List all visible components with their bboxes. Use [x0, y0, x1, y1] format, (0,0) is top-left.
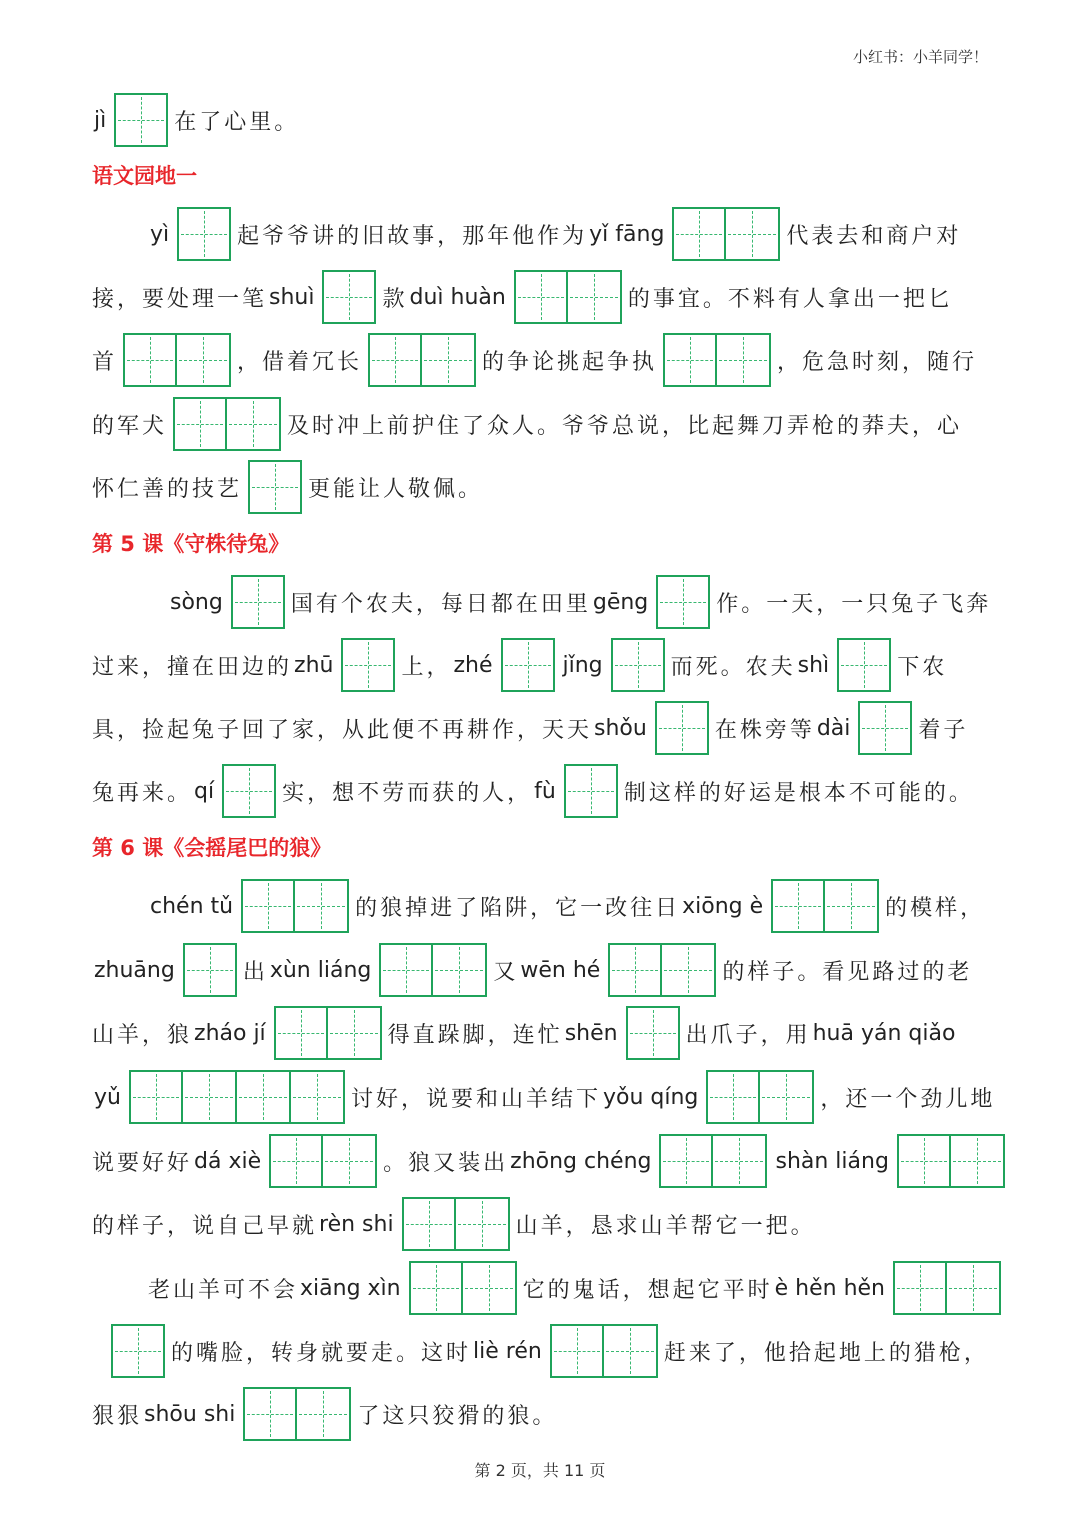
passage-text: 的军犬	[92, 413, 168, 439]
pinyin-prompt: yì	[150, 221, 170, 247]
grid-cell	[672, 207, 726, 261]
pinyin-prompt: xiōng è	[682, 893, 764, 919]
text-line	[92, 396, 962, 452]
grid-cell	[297, 1387, 351, 1441]
text-line	[92, 1133, 1011, 1189]
passage-text: 的嘴脸，转身就要走。这时	[171, 1340, 472, 1366]
writing-box	[611, 638, 665, 692]
grid-cell	[858, 701, 912, 755]
text-line	[148, 878, 985, 934]
passage-text: 的争论挑起争执	[482, 349, 658, 375]
grid-cell	[771, 879, 825, 933]
grid-cell	[897, 1134, 951, 1188]
writing-box	[550, 1324, 658, 1378]
grid-cell	[269, 1134, 323, 1188]
writing-box	[897, 1134, 1005, 1188]
passage-text: 而死。农夫	[670, 654, 796, 680]
writing-box	[655, 701, 709, 755]
grid-cell	[825, 879, 879, 933]
writing-box	[501, 638, 555, 692]
grid-cell	[241, 879, 295, 933]
passage-text: 首	[92, 349, 118, 375]
grid-cell	[514, 270, 568, 324]
writing-box	[409, 1261, 517, 1315]
passage-text: 的样子，说自己早就	[92, 1213, 318, 1239]
writing-box	[663, 333, 771, 387]
pinyin-prompt: sòng	[170, 589, 223, 615]
writing-box	[402, 1197, 510, 1251]
writing-box	[659, 1134, 767, 1188]
grid-cell	[656, 575, 710, 629]
passage-text: 作。一天，一只兔子飞奔	[716, 591, 992, 617]
passage-text: 怀仁善的技艺	[92, 476, 243, 502]
pinyin-prompt: shōu shi	[144, 1401, 236, 1427]
grid-cell	[177, 207, 231, 261]
pinyin-prompt: shēn	[564, 1020, 618, 1046]
text-line	[92, 1196, 816, 1252]
passage-text: 了这只狡猾的狼。	[357, 1403, 558, 1429]
writing-box	[368, 333, 476, 387]
writing-box	[672, 207, 780, 261]
pinyin-prompt: fù	[534, 778, 556, 804]
section-heading: 语文园地一	[92, 164, 197, 188]
pinyin-prompt: huā yán qiǎo	[812, 1020, 956, 1046]
grid-cell	[663, 333, 717, 387]
text-line	[92, 1005, 957, 1061]
passage-text: 过来，撞在田边的	[92, 654, 293, 680]
passage-text: 及时冲上前护住了众人。爷爷总说，比起舞刀弄枪的莽夫，心	[287, 413, 963, 439]
grid-cell	[422, 333, 476, 387]
grid-cell	[604, 1324, 658, 1378]
grid-cell	[726, 207, 780, 261]
watermark: 小红书：小羊同学！	[852, 48, 988, 66]
grid-cell	[123, 333, 177, 387]
pinyin-prompt: yǒu qíng	[602, 1084, 699, 1110]
grid-cell	[114, 93, 168, 147]
grid-cell	[626, 1006, 680, 1060]
grid-cell	[501, 638, 555, 692]
passage-text: 的样子。看见路过的老	[722, 959, 973, 985]
grid-cell	[322, 270, 376, 324]
writing-box	[341, 638, 395, 692]
grid-cell	[368, 333, 422, 387]
grid-cell	[713, 1134, 767, 1188]
passage-text: 山羊，狼	[92, 1022, 193, 1048]
page-number: 第 2 页，共 11 页	[474, 1461, 606, 1480]
passage-text: 。狼又装出	[383, 1150, 509, 1176]
writing-box	[111, 1324, 165, 1378]
text-line	[168, 574, 991, 630]
grid-cell	[183, 1070, 237, 1124]
passage-text: 狠狠	[92, 1403, 143, 1429]
grid-cell	[291, 1070, 345, 1124]
passage-text: 起爷爷讲的旧故事，那年他作为	[237, 223, 588, 249]
grid-cell	[111, 1324, 165, 1378]
grid-cell	[893, 1261, 947, 1315]
text-line	[92, 459, 483, 515]
grid-cell	[568, 270, 622, 324]
writing-box	[114, 93, 168, 147]
text-line	[92, 1069, 995, 1125]
pinyin-prompt: liè rén	[473, 1338, 542, 1364]
grid-cell	[659, 1134, 713, 1188]
text-line	[92, 332, 977, 388]
writing-box	[241, 879, 349, 933]
pinyin-prompt: rèn shi	[319, 1211, 394, 1237]
passage-text: 出	[242, 959, 268, 985]
grid-cell	[611, 638, 665, 692]
writing-box	[608, 943, 716, 997]
pinyin-prompt: qí	[194, 778, 215, 804]
grid-cell	[564, 764, 618, 818]
writing-box	[893, 1261, 1001, 1315]
passage-text: 制这样的好运是根本不可能的。	[623, 780, 974, 806]
text-line	[92, 700, 968, 756]
passage-text: ，危急时刻，随行	[777, 349, 978, 375]
passage-text: 下农	[897, 654, 948, 680]
passage-text: 兔再来。	[92, 780, 193, 806]
pinyin-prompt: shǒu	[594, 715, 647, 741]
grid-cell	[760, 1070, 814, 1124]
writing-box	[656, 575, 710, 629]
passage-text: 具，捡起兔子回了家，从此便不再耕作，天天	[92, 717, 593, 743]
text-line	[92, 269, 953, 325]
pinyin-prompt: xùn liáng	[269, 957, 372, 983]
passage-text: 它的鬼话，想起它平时	[522, 1277, 773, 1303]
writing-box	[274, 1006, 382, 1060]
grid-cell	[662, 943, 716, 997]
passage-text: 接，要处理一笔	[92, 286, 268, 312]
passage-text: 的模样，	[885, 895, 986, 921]
passage-text: 实，想不劳而获的人，	[282, 780, 533, 806]
pinyin-prompt: shì	[797, 652, 830, 678]
grid-cell	[323, 1134, 377, 1188]
passage-text: 的狼掉进了陷阱，它一改往日	[355, 895, 681, 921]
grid-cell	[409, 1261, 463, 1315]
pinyin-prompt: xiāng xìn	[300, 1275, 401, 1301]
writing-box	[858, 701, 912, 755]
pinyin-prompt: zhōng chéng	[510, 1148, 652, 1174]
grid-cell	[706, 1070, 760, 1124]
passage-text: 出爪子，用	[685, 1022, 811, 1048]
section-heading: 第 6 课《会摇尾巴的狼》	[92, 836, 332, 860]
grid-cell	[947, 1261, 1001, 1315]
writing-box	[222, 764, 276, 818]
grid-cell	[951, 1134, 1005, 1188]
text-line	[92, 942, 972, 998]
pinyin-prompt: dài	[816, 715, 851, 741]
grid-cell	[379, 943, 433, 997]
text-line	[92, 1386, 557, 1442]
pinyin-prompt: zhuāng	[94, 957, 175, 983]
passage-text: 得直跺脚，连忙	[387, 1022, 563, 1048]
text-line	[148, 206, 961, 262]
pinyin-prompt: jì	[94, 107, 107, 133]
grid-cell	[243, 1387, 297, 1441]
pinyin-prompt: zhé	[453, 652, 493, 678]
passage-text: 上，	[401, 654, 452, 680]
grid-cell	[227, 397, 281, 451]
writing-box	[771, 879, 879, 933]
writing-box	[514, 270, 622, 324]
text-line	[148, 1260, 1007, 1316]
writing-box	[123, 333, 231, 387]
passage-text: ，还一个劲儿地	[820, 1086, 996, 1112]
grid-cell	[177, 333, 231, 387]
writing-box	[379, 943, 487, 997]
grid-cell	[456, 1197, 510, 1251]
pinyin-prompt: duì huàn	[409, 284, 506, 310]
grid-cell	[237, 1070, 291, 1124]
pinyin-prompt: wēn hé	[520, 957, 601, 983]
pinyin-prompt: jǐng	[562, 652, 603, 678]
grid-cell	[550, 1324, 604, 1378]
writing-box	[177, 207, 231, 261]
passage-text: 在株旁等	[714, 717, 815, 743]
pinyin-prompt: zháo jí	[194, 1020, 266, 1046]
pinyin-prompt: shuì	[269, 284, 315, 310]
passage-text: 老山羊可不会	[148, 1277, 299, 1303]
grid-cell	[433, 943, 487, 997]
grid-cell	[341, 638, 395, 692]
passage-text: 代表去和商户对	[786, 223, 962, 249]
pinyin-prompt: è hěn hěn	[774, 1275, 885, 1301]
passage-text: 款	[382, 286, 408, 312]
grid-cell	[655, 701, 709, 755]
text-line	[92, 763, 974, 819]
grid-cell	[328, 1006, 382, 1060]
passage-text: 说要好好	[92, 1150, 193, 1176]
section-heading: 第 5 课《守株待兔》	[92, 532, 290, 556]
passage-text: 在了心里。	[174, 109, 300, 135]
pinyin-prompt: yǐ fāng	[589, 221, 665, 247]
text-line	[92, 92, 299, 148]
passage-text: ，借着冗长	[237, 349, 363, 375]
passage-text: 的事宜。不料有人拿出一把匕	[627, 286, 953, 312]
writing-box	[183, 943, 237, 997]
grid-cell	[173, 397, 227, 451]
writing-box	[243, 1387, 351, 1441]
passage-text: 着子	[918, 717, 969, 743]
passage-text: 更能让人敬佩。	[308, 476, 484, 502]
grid-cell	[463, 1261, 517, 1315]
grid-cell	[183, 943, 237, 997]
grid-cell	[717, 333, 771, 387]
grid-cell	[248, 460, 302, 514]
grid-cell	[295, 879, 349, 933]
passage-text: 赶来了，他拾起地上的猎枪，	[663, 1340, 989, 1366]
text-line	[105, 1323, 989, 1379]
writing-box	[564, 764, 618, 818]
pinyin-prompt: yǔ	[94, 1084, 121, 1110]
writing-box	[837, 638, 891, 692]
writing-box	[173, 397, 281, 451]
writing-box	[129, 1070, 345, 1124]
writing-box	[269, 1134, 377, 1188]
grid-cell	[402, 1197, 456, 1251]
pinyin-prompt: dá xiè	[194, 1148, 262, 1174]
passage-text: 国有个农夫，每日都在田里	[290, 591, 591, 617]
grid-cell	[837, 638, 891, 692]
pinyin-prompt: gēng	[592, 589, 649, 615]
grid-cell	[608, 943, 662, 997]
text-line	[92, 637, 947, 693]
writing-box	[626, 1006, 680, 1060]
writing-box	[706, 1070, 814, 1124]
pinyin-prompt: zhū	[294, 652, 334, 678]
grid-cell	[222, 764, 276, 818]
grid-cell	[231, 575, 285, 629]
passage-text: 又	[493, 959, 519, 985]
passage-text: 山羊，恳求山羊帮它一把。	[515, 1213, 816, 1239]
writing-box	[248, 460, 302, 514]
passage-text: 讨好，说要和山羊结下	[350, 1086, 601, 1112]
grid-cell	[274, 1006, 328, 1060]
pinyin-prompt: chén tǔ	[150, 893, 234, 919]
pinyin-prompt: shàn liáng	[775, 1148, 889, 1174]
writing-box	[231, 575, 285, 629]
grid-cell	[129, 1070, 183, 1124]
writing-box	[322, 270, 376, 324]
